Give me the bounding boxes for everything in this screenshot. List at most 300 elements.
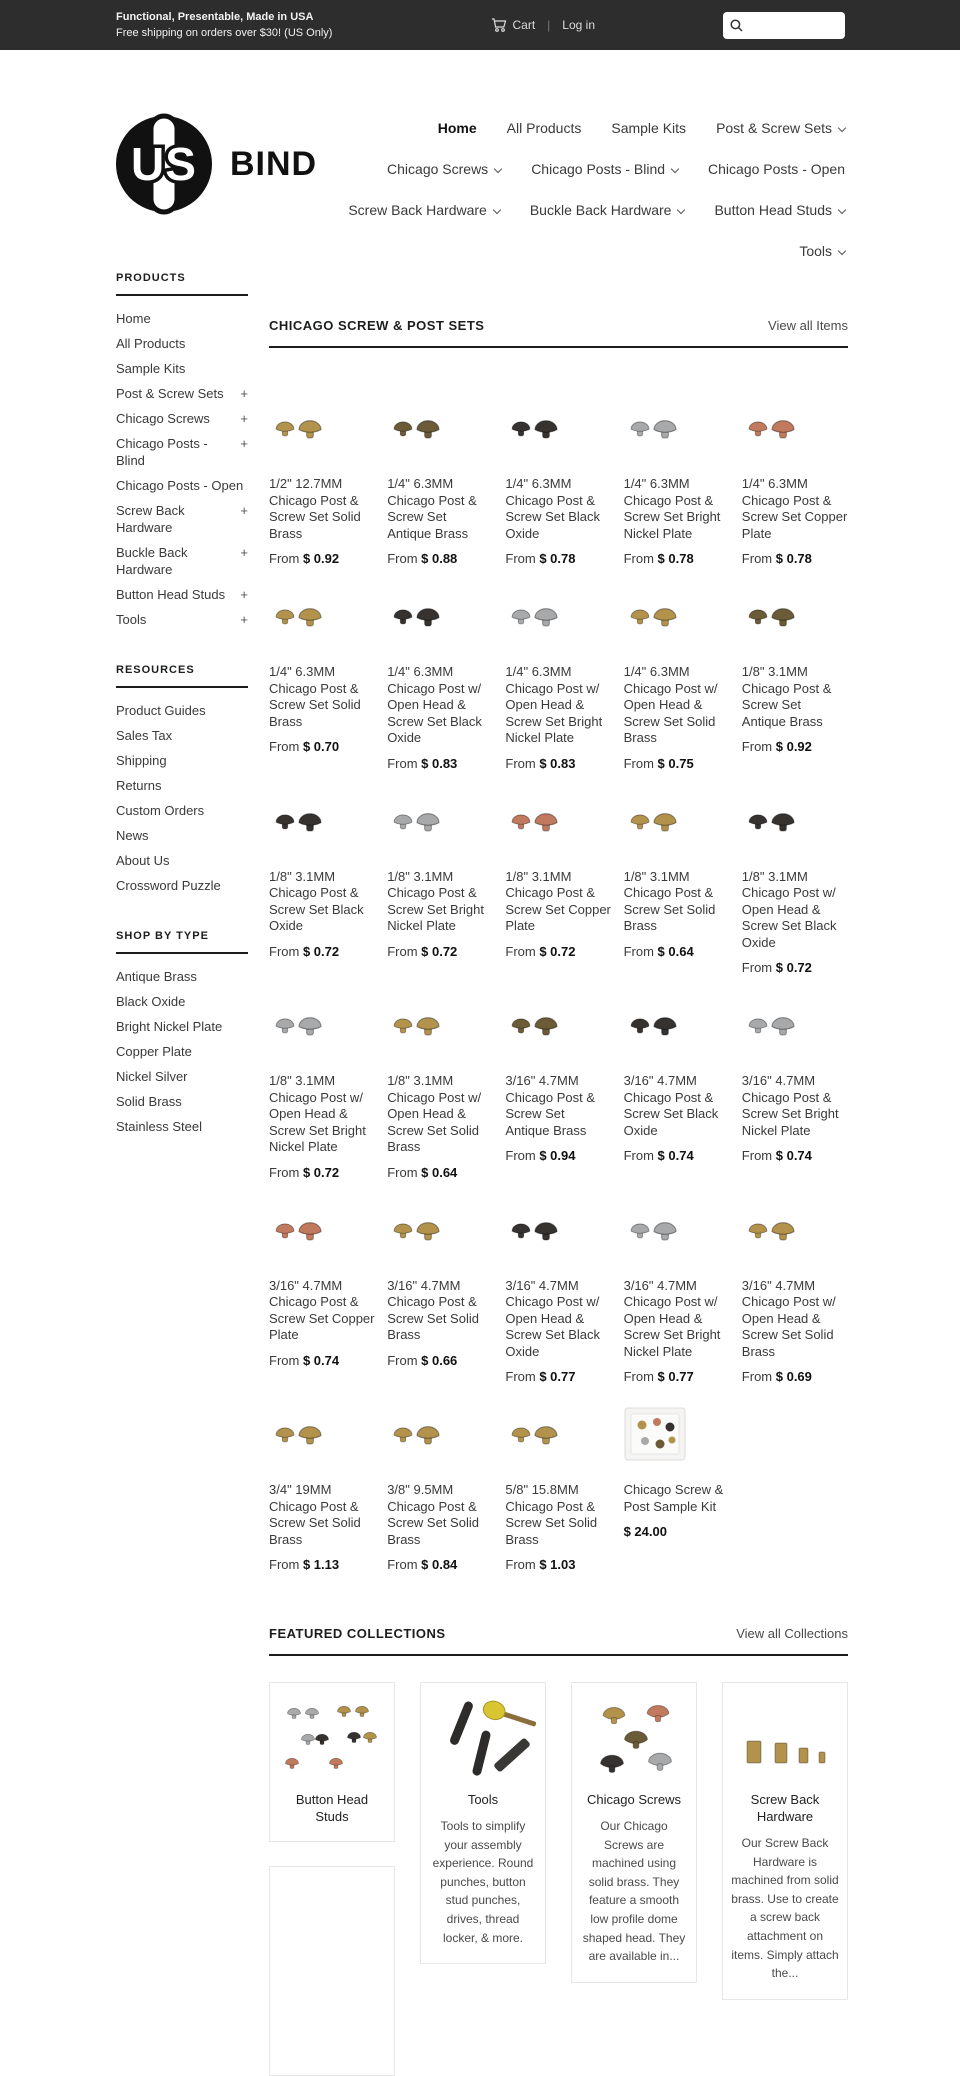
chevron-down-icon bbox=[493, 206, 501, 214]
tools-icon bbox=[429, 1695, 537, 1785]
product-card[interactable] bbox=[624, 406, 730, 566]
collection-card-title: Tools bbox=[467, 1792, 499, 1807]
price-value: $ 0.84 bbox=[421, 1557, 458, 1572]
price-prefix: From bbox=[269, 943, 303, 959]
product-price bbox=[742, 1148, 848, 1163]
svg-text:US: US bbox=[131, 138, 197, 190]
price-value: $ 0.64 bbox=[657, 943, 694, 959]
sidebar-item-post-screw-sets[interactable] bbox=[116, 381, 248, 406]
product-card[interactable] bbox=[269, 799, 375, 976]
product-card[interactable] bbox=[624, 799, 730, 976]
button-head-studs-icon bbox=[278, 1695, 386, 1785]
product-image bbox=[269, 799, 375, 843]
price-prefix: From bbox=[269, 551, 303, 566]
product-card[interactable] bbox=[387, 406, 493, 566]
price-value: $ 0.72 bbox=[302, 943, 340, 959]
product-price bbox=[624, 756, 730, 771]
price-value: $ 0.75 bbox=[657, 755, 694, 771]
sidebar-item-label: Tools bbox=[116, 612, 147, 627]
product-price bbox=[505, 1148, 611, 1163]
product-image bbox=[269, 1003, 375, 1047]
price-prefix: From bbox=[269, 1557, 303, 1572]
price-prefix: From bbox=[387, 1164, 422, 1180]
product-card[interactable] bbox=[505, 406, 611, 566]
product-title: 1/8" 3.1MM Chicago Post w/ Open Head & Screw Set Bright Nickel Plate bbox=[269, 1073, 366, 1154]
product-image bbox=[387, 1412, 493, 1456]
price-prefix: From bbox=[387, 1557, 422, 1572]
product-title: 1/4" 6.3MM Chicago Post & Screw Set Black Oxide bbox=[505, 476, 601, 541]
price-value: $ 0.94 bbox=[539, 1148, 576, 1163]
price-prefix: From bbox=[505, 551, 540, 566]
sidebar-item-sales-tax[interactable] bbox=[116, 723, 248, 748]
product-image bbox=[624, 1412, 730, 1456]
collection-card-description: Our Chicago Screws are machined using solid brass. They feature a smooth low profile dome shaped head. They are available in... bbox=[582, 1819, 686, 1964]
price-value: $ 0.69 bbox=[775, 1369, 812, 1384]
sidebar-item-screw-back-hardware[interactable] bbox=[116, 498, 248, 540]
product-price bbox=[387, 551, 493, 566]
product-card[interactable] bbox=[742, 594, 848, 771]
product-image bbox=[505, 1208, 611, 1252]
expand-plus-icon[interactable]: + bbox=[240, 386, 248, 401]
featured-cards bbox=[269, 1682, 848, 2076]
product-card[interactable] bbox=[505, 594, 611, 771]
price-prefix: From bbox=[269, 1352, 303, 1368]
product-price bbox=[505, 944, 611, 959]
price-value: $ 0.64 bbox=[421, 1164, 458, 1180]
sidebar-section-products bbox=[116, 272, 248, 632]
product-title: 3/16" 4.7MM Chicago Post w/ Open Head & Screw Set Bright Nickel Plate bbox=[623, 1277, 721, 1359]
price-prefix: From bbox=[505, 755, 540, 771]
nav-item-sample-kits[interactable]: Sample Kits bbox=[611, 120, 687, 136]
product-price bbox=[269, 1353, 375, 1368]
sidebar-section-resources bbox=[116, 664, 248, 898]
product-price bbox=[387, 756, 493, 771]
product-title: 3/16" 4.7MM Chicago Post & Screw Set Bright Nickel Plate bbox=[741, 1073, 839, 1138]
sidebar-item-buckle-back-hardware[interactable] bbox=[116, 540, 248, 582]
product-card[interactable] bbox=[387, 1208, 493, 1385]
sidebar-item-crossword-puzzle[interactable] bbox=[116, 873, 248, 898]
cart-icon bbox=[491, 18, 507, 32]
nav-item-chicago-posts-blind[interactable]: Chicago Posts - Blind bbox=[531, 161, 678, 177]
product-card[interactable] bbox=[387, 1412, 493, 1572]
sidebar-item-solid-brass[interactable] bbox=[116, 1089, 248, 1114]
product-price bbox=[387, 944, 493, 959]
collection-card-screw-back-hardware[interactable] bbox=[722, 1682, 848, 2000]
product-card[interactable] bbox=[505, 1003, 611, 1180]
product-price bbox=[624, 1369, 730, 1384]
product-title: 3/16" 4.7MM Chicago Post w/ Open Head & Screw Set Black Oxide bbox=[505, 1277, 601, 1359]
price-value: $ 0.72 bbox=[539, 943, 576, 959]
view-all-collections-link[interactable]: View all Collections bbox=[736, 1626, 848, 1641]
price-prefix: From bbox=[741, 1148, 776, 1163]
expand-plus-icon[interactable]: + bbox=[240, 411, 248, 426]
product-title: 1/4" 6.3MM Chicago Post & Screw Set Antique Brass bbox=[387, 476, 477, 541]
nav-item-chicago-screws[interactable]: Chicago Screws bbox=[387, 161, 501, 177]
collection-card-title: Screw Back Hardware bbox=[750, 1792, 820, 1824]
product-image bbox=[742, 1003, 848, 1047]
chicago-screws-icon bbox=[580, 1695, 688, 1785]
sidebar-item-shipping[interactable] bbox=[116, 748, 248, 773]
product-image bbox=[269, 1412, 375, 1456]
price-prefix: From bbox=[741, 1369, 776, 1384]
sidebar-item-sample-kits[interactable] bbox=[116, 356, 248, 381]
price-value: $ 0.78 bbox=[657, 551, 694, 566]
product-card[interactable] bbox=[387, 1003, 493, 1180]
chevron-down-icon bbox=[677, 206, 685, 214]
featured-collections-section bbox=[269, 1626, 848, 2076]
chevron-down-icon bbox=[838, 247, 846, 255]
view-all-items-link[interactable]: View all Items bbox=[768, 318, 848, 333]
sidebar-list bbox=[116, 698, 248, 898]
sidebar-item-news[interactable] bbox=[116, 823, 248, 848]
nav-row bbox=[318, 243, 845, 261]
expand-plus-icon[interactable]: + bbox=[240, 436, 248, 451]
sidebar-item-chicago-screws[interactable] bbox=[116, 406, 248, 431]
nav-row bbox=[318, 120, 845, 138]
featured-card-column bbox=[722, 1682, 848, 2000]
sidebar-item-black-oxide[interactable] bbox=[116, 989, 248, 1014]
sidebar-item-label: Sales Tax bbox=[116, 728, 173, 743]
product-card[interactable] bbox=[387, 594, 493, 771]
expand-plus-icon[interactable]: + bbox=[240, 587, 248, 602]
price-value: $ 1.03 bbox=[539, 1557, 576, 1572]
sidebar-item-tools[interactable] bbox=[116, 607, 248, 632]
sidebar-item-label: Product Guides bbox=[116, 703, 206, 718]
nav-item-tools[interactable]: Tools bbox=[799, 243, 845, 259]
price-value: $ 0.77 bbox=[539, 1369, 576, 1384]
sidebar-item-custom-orders[interactable] bbox=[116, 798, 248, 823]
product-image bbox=[505, 1412, 611, 1456]
sidebar bbox=[116, 272, 248, 2076]
sidebar-list bbox=[116, 964, 248, 1139]
product-title: 1/8" 3.1MM Chicago Post & Screw Set Black Oxide bbox=[269, 868, 364, 933]
price-value: $ 0.72 bbox=[775, 960, 812, 975]
search-input[interactable] bbox=[748, 18, 838, 32]
product-card[interactable] bbox=[742, 799, 848, 976]
nav-item-post-screw-sets[interactable]: Post & Screw Sets bbox=[716, 120, 845, 136]
product-price bbox=[387, 1353, 493, 1368]
product-card[interactable] bbox=[742, 1208, 848, 1385]
product-price bbox=[624, 1148, 730, 1163]
price-prefix: From bbox=[387, 943, 422, 959]
product-price bbox=[624, 944, 730, 959]
product-title: 3/16" 4.7MM Chicago Post & Screw Set Copper Plate bbox=[269, 1277, 375, 1342]
price-value: $ 0.72 bbox=[421, 943, 458, 959]
product-price bbox=[624, 1524, 730, 1539]
product-image bbox=[624, 594, 730, 638]
sidebar-item-antique-brass[interactable] bbox=[116, 964, 248, 989]
price-value: $ 0.77 bbox=[657, 1369, 694, 1384]
sidebar-item-label: Solid Brass bbox=[116, 1094, 182, 1109]
product-title: 1/4" 6.3MM Chicago Post w/ Open Head & Screw Set Solid Brass bbox=[623, 664, 718, 745]
sidebar-item-returns[interactable] bbox=[116, 773, 248, 798]
topbar-divider: | bbox=[547, 18, 551, 32]
product-grid bbox=[269, 406, 848, 1572]
product-image bbox=[269, 406, 375, 450]
sidebar-item-button-head-studs[interactable] bbox=[116, 582, 248, 607]
price-value: $ 0.78 bbox=[539, 551, 576, 566]
product-image bbox=[387, 799, 493, 843]
price-prefix: From bbox=[623, 1148, 658, 1163]
sidebar-item-nickel-silver[interactable] bbox=[116, 1064, 248, 1089]
collection-card-description: Tools to simplify your assembly experience. Round punches, button stud punches, drives, thread locker, & more. bbox=[432, 1819, 534, 1945]
sidebar-item-copper-plate[interactable] bbox=[116, 1039, 248, 1064]
product-title: 1/8" 3.1MM Chicago Post & Screw Set Antique Brass bbox=[741, 664, 832, 729]
product-title: 3/16" 4.7MM Chicago Post & Screw Set Black Oxide bbox=[623, 1073, 719, 1138]
product-title: 1/8" 3.1MM Chicago Post & Screw Set Copper Plate bbox=[505, 868, 611, 933]
sidebar-item-label: Copper Plate bbox=[116, 1044, 192, 1059]
expand-plus-icon[interactable]: + bbox=[240, 545, 248, 560]
sidebar-item-label: Button Head Studs bbox=[116, 587, 226, 602]
product-image bbox=[505, 1003, 611, 1047]
product-card[interactable] bbox=[505, 799, 611, 976]
product-price bbox=[742, 551, 848, 566]
sidebar-item-label: All Products bbox=[116, 336, 186, 351]
nav-item-screw-back-hardware[interactable]: Screw Back Hardware bbox=[348, 202, 500, 218]
sidebar-item-label: Black Oxide bbox=[116, 994, 186, 1009]
product-title: 3/16" 4.7MM Chicago Post w/ Open Head & Screw Set Solid Brass bbox=[741, 1277, 836, 1359]
price-prefix: From bbox=[387, 551, 422, 566]
collection-card-description: Our Screw Back Hardware is machined from solid brass. Use to create a screw back attachment on items. Simply attach the... bbox=[731, 1836, 839, 1981]
collection-card-chicago-screws[interactable] bbox=[571, 1682, 697, 1983]
collection-card-title: Chicago Screws bbox=[587, 1792, 681, 1807]
product-image bbox=[742, 1208, 848, 1252]
sidebar-item-home[interactable] bbox=[116, 306, 248, 331]
product-card[interactable] bbox=[269, 594, 375, 771]
product-card[interactable] bbox=[742, 1003, 848, 1180]
product-image bbox=[269, 594, 375, 638]
collection-section bbox=[269, 318, 848, 1572]
announcement-bar bbox=[0, 0, 960, 50]
sidebar-item-label: Buckle Back Hardware bbox=[116, 545, 188, 577]
sidebar-item-label: Crossword Puzzle bbox=[116, 878, 221, 893]
sidebar-item-label: Sample Kits bbox=[116, 361, 186, 376]
product-card[interactable] bbox=[624, 1412, 730, 1572]
product-image bbox=[387, 1208, 493, 1252]
product-card[interactable] bbox=[624, 1003, 730, 1180]
product-title: 3/16" 4.7MM Chicago Post & Screw Set Antique Brass bbox=[505, 1073, 595, 1138]
product-price bbox=[269, 739, 375, 754]
price-value: $ 24.00 bbox=[623, 1524, 667, 1539]
collection-card-tools[interactable] bbox=[420, 1682, 546, 1964]
chevron-down-icon bbox=[494, 165, 502, 173]
cart-button[interactable] bbox=[491, 18, 536, 32]
price-value: $ 0.78 bbox=[775, 551, 812, 566]
sidebar-item-chicago-posts-open[interactable] bbox=[116, 473, 248, 498]
product-title: 5/8" 15.8MM Chicago Post & Screw Set Solid Brass bbox=[505, 1482, 598, 1547]
featured-card-column bbox=[269, 1682, 395, 2076]
sidebar-item-label: Chicago Posts - Open bbox=[116, 478, 244, 493]
featured-title: FEATURED COLLECTIONS bbox=[269, 1626, 446, 1641]
product-card[interactable] bbox=[742, 406, 848, 566]
product-price bbox=[269, 551, 375, 566]
price-prefix: From bbox=[623, 755, 658, 771]
login-label: Log in bbox=[562, 18, 595, 32]
product-price bbox=[742, 739, 848, 754]
main-nav bbox=[318, 120, 845, 284]
product-card[interactable] bbox=[269, 406, 375, 566]
product-card[interactable] bbox=[505, 1412, 611, 1572]
sidebar-item-label: Returns bbox=[116, 778, 162, 793]
expand-plus-icon[interactable]: + bbox=[240, 503, 248, 518]
price-value: $ 0.92 bbox=[302, 551, 340, 566]
sidebar-heading-resources: RESOURCES bbox=[116, 664, 248, 688]
product-image bbox=[269, 1208, 375, 1252]
product-price bbox=[742, 1369, 848, 1384]
product-title: 1/8" 3.1MM Chicago Post & Screw Set Bright Nickel Plate bbox=[387, 868, 485, 933]
login-link[interactable] bbox=[562, 18, 595, 32]
product-title: 3/4" 19MM Chicago Post & Screw Set Solid Brass bbox=[269, 1482, 361, 1547]
sidebar-item-product-guides[interactable] bbox=[116, 698, 248, 723]
product-card[interactable] bbox=[387, 799, 493, 976]
tagline-line2: Free shipping on orders over $30! (US Only) bbox=[116, 27, 333, 39]
price-prefix: From bbox=[269, 1164, 303, 1180]
price-value: $ 0.72 bbox=[302, 1164, 340, 1180]
logo-mark bbox=[114, 112, 232, 216]
product-price bbox=[505, 1557, 611, 1572]
sidebar-item-label: Screw Back Hardware bbox=[116, 503, 185, 535]
sidebar-item-label: Chicago Screws bbox=[116, 411, 210, 426]
collection-card-partial[interactable] bbox=[269, 1866, 395, 2076]
price-prefix: From bbox=[505, 1369, 540, 1384]
sidebar-item-label: About Us bbox=[116, 853, 170, 868]
sidebar-item-label: Nickel Silver bbox=[116, 1069, 188, 1084]
sidebar-item-label: News bbox=[116, 828, 149, 843]
sidebar-heading-products: PRODUCTS bbox=[116, 272, 248, 296]
product-image bbox=[742, 594, 848, 638]
sidebar-item-label: Antique Brass bbox=[116, 969, 197, 984]
sidebar-item-all-products[interactable] bbox=[116, 331, 248, 356]
product-image bbox=[624, 406, 730, 450]
nav-item-home[interactable]: Home bbox=[437, 120, 477, 136]
product-price bbox=[505, 551, 611, 566]
sidebar-item-label: Bright Nickel Plate bbox=[116, 1019, 223, 1034]
product-title: 1/4" 6.3MM Chicago Post & Screw Set Bright Nickel Plate bbox=[623, 476, 721, 541]
sidebar-item-label: Home bbox=[116, 311, 151, 326]
price-value: $ 0.74 bbox=[657, 1148, 694, 1163]
price-value: $ 0.83 bbox=[539, 755, 576, 771]
collection-card-button-head-studs[interactable] bbox=[269, 1682, 395, 1842]
tagline-line1: Functional, Presentable, Made in USA bbox=[116, 11, 314, 23]
product-price bbox=[269, 944, 375, 959]
expand-plus-icon[interactable]: + bbox=[240, 612, 248, 627]
product-title: 1/4" 6.3MM Chicago Post w/ Open Head & Screw Set Bright Nickel Plate bbox=[505, 664, 603, 745]
product-card[interactable] bbox=[505, 1208, 611, 1385]
product-card[interactable] bbox=[269, 1003, 375, 1180]
nav-row bbox=[318, 202, 845, 220]
product-card[interactable] bbox=[624, 1208, 730, 1385]
product-image bbox=[387, 1003, 493, 1047]
product-card[interactable] bbox=[624, 594, 730, 771]
logo-wordmark: BIND bbox=[230, 144, 318, 183]
sidebar-list bbox=[116, 306, 248, 632]
sidebar-item-bright-nickel-plate[interactable] bbox=[116, 1014, 248, 1039]
nav-item-buckle-back-hardware[interactable]: Buckle Back Hardware bbox=[530, 202, 685, 218]
product-title: 1/4" 6.3MM Chicago Post & Screw Set Solid Brass bbox=[269, 664, 361, 729]
product-image bbox=[387, 594, 493, 638]
price-prefix: From bbox=[623, 1369, 658, 1384]
featured-card-column bbox=[420, 1682, 546, 1964]
logo[interactable] bbox=[114, 112, 317, 216]
nav-item-chicago-posts-open[interactable]: Chicago Posts - Open bbox=[708, 161, 845, 177]
product-title: Chicago Screw & Post Sample Kit bbox=[623, 1482, 724, 1514]
product-price bbox=[269, 1557, 375, 1572]
product-title: 1/2" 12.7MM Chicago Post & Screw Set Solid Brass bbox=[269, 476, 361, 541]
product-image bbox=[505, 799, 611, 843]
product-title: 3/8" 9.5MM Chicago Post & Screw Set Solid Brass bbox=[387, 1482, 479, 1547]
nav-item-all-products[interactable]: All Products bbox=[506, 120, 582, 136]
collection-card-title: Button Head Studs bbox=[295, 1792, 369, 1824]
product-image bbox=[505, 406, 611, 450]
sidebar-item-label: Shipping bbox=[116, 753, 167, 768]
price-value: $ 0.74 bbox=[302, 1352, 340, 1368]
product-price bbox=[387, 1557, 493, 1572]
price-prefix: From bbox=[741, 739, 776, 754]
product-image bbox=[742, 799, 848, 843]
search-icon bbox=[730, 19, 743, 32]
product-title: 1/4" 6.3MM Chicago Post w/ Open Head & Screw Set Black Oxide bbox=[387, 664, 482, 745]
product-price bbox=[387, 1165, 493, 1180]
chevron-down-icon bbox=[838, 206, 846, 214]
product-title: 1/8" 3.1MM Chicago Post & Screw Set Solid Brass bbox=[623, 868, 716, 933]
price-value: $ 0.83 bbox=[421, 755, 458, 771]
product-price bbox=[742, 960, 848, 975]
product-price bbox=[624, 551, 730, 566]
sidebar-item-stainless-steel[interactable] bbox=[116, 1114, 248, 1139]
sidebar-item-label: Chicago Posts - Blind bbox=[116, 436, 208, 468]
product-price bbox=[505, 756, 611, 771]
sidebar-item-label: Post & Screw Sets bbox=[116, 386, 224, 401]
sidebar-item-about-us[interactable] bbox=[116, 848, 248, 873]
price-prefix: From bbox=[505, 1557, 540, 1572]
product-image bbox=[624, 1208, 730, 1252]
product-title: 3/16" 4.7MM Chicago Post & Screw Set Solid Brass bbox=[387, 1277, 479, 1342]
product-card[interactable] bbox=[269, 1208, 375, 1385]
price-value: $ 0.92 bbox=[775, 739, 812, 754]
product-image bbox=[624, 1003, 730, 1047]
price-prefix: From bbox=[387, 755, 422, 771]
product-image bbox=[624, 799, 730, 843]
site-header bbox=[0, 50, 960, 259]
nav-item-button-head-studs[interactable]: Button Head Studs bbox=[714, 202, 845, 218]
nav-row bbox=[318, 161, 845, 179]
price-prefix: From bbox=[269, 739, 303, 754]
price-value: $ 1.13 bbox=[302, 1557, 340, 1572]
featured-card-column bbox=[571, 1682, 697, 1983]
price-value: $ 0.88 bbox=[421, 551, 458, 566]
product-title: 1/4" 6.3MM Chicago Post & Screw Set Copper Plate bbox=[741, 476, 848, 541]
price-prefix: From bbox=[623, 943, 658, 959]
product-image bbox=[742, 406, 848, 450]
product-image bbox=[505, 594, 611, 638]
screw-back-hardware-icon bbox=[731, 1695, 839, 1785]
product-card[interactable] bbox=[269, 1412, 375, 1572]
price-prefix: From bbox=[741, 551, 776, 566]
sidebar-item-label: Custom Orders bbox=[116, 803, 205, 818]
product-price bbox=[505, 1369, 611, 1384]
search-box[interactable] bbox=[723, 12, 845, 39]
price-value: $ 0.74 bbox=[775, 1148, 812, 1163]
cart-label: Cart bbox=[512, 18, 536, 32]
sidebar-item-label: Stainless Steel bbox=[116, 1119, 202, 1134]
price-prefix: From bbox=[741, 960, 776, 975]
sidebar-section-shop-by-type bbox=[116, 930, 248, 1139]
price-value: $ 0.70 bbox=[302, 739, 340, 754]
chevron-down-icon bbox=[838, 124, 846, 132]
chevron-down-icon bbox=[671, 165, 679, 173]
sidebar-item-chicago-posts-blind[interactable] bbox=[116, 431, 248, 473]
sidebar-heading-shop-by-type: SHOP BY TYPE bbox=[116, 930, 248, 954]
